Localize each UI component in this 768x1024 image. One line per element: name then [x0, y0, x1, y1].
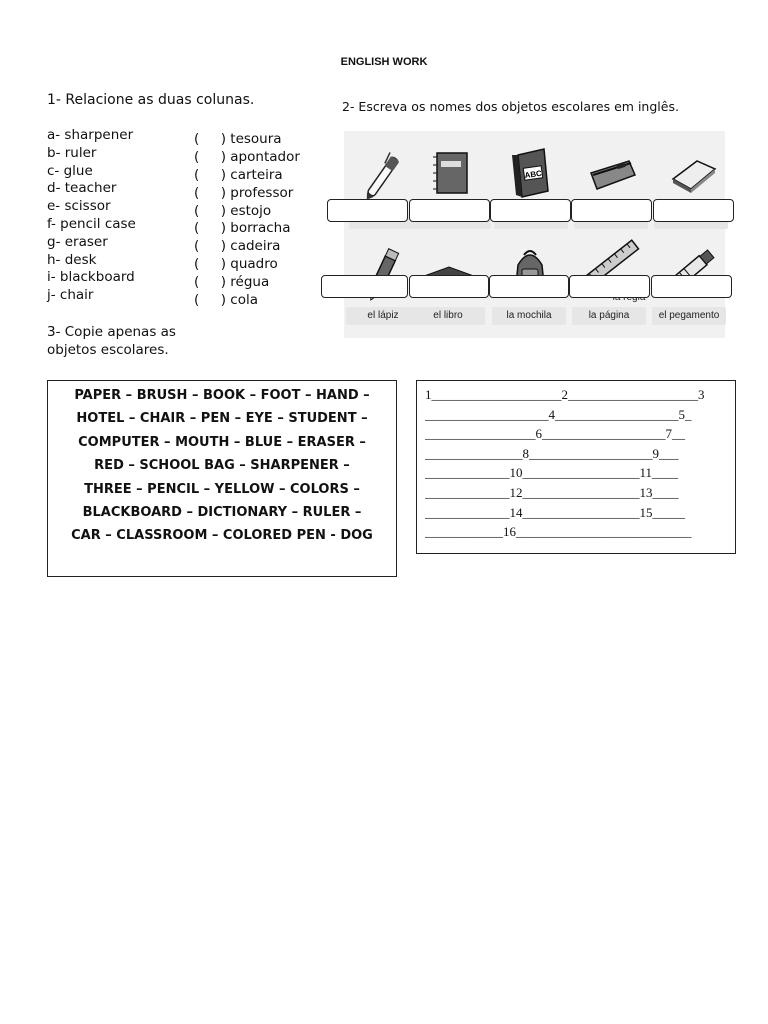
right-item[interactable]: ( ) carteira [194, 166, 283, 183]
answer-line[interactable]: _____________14__________________15_____ [425, 504, 685, 520]
pencil-case-item [574, 151, 648, 195]
answer-box-4[interactable] [571, 199, 652, 222]
word-bank-line: CAR – CLASSROOM – COLORED PEN - DOG [71, 528, 373, 544]
left-item: b- ruler [47, 144, 97, 161]
answer-line[interactable]: ___________________4___________________5_ [425, 406, 692, 422]
answer-line[interactable]: _____________10__________________11____ [425, 465, 679, 481]
right-item[interactable]: ( ) régua [194, 274, 270, 291]
right-item[interactable]: ( ) quadro [194, 256, 278, 273]
left-item: a- sharpener [47, 127, 134, 143]
right-item[interactable]: ( ) tesoura [194, 131, 282, 147]
word-bank-box [47, 380, 397, 577]
book-cover-label: ABC [523, 168, 543, 181]
book-item [493, 145, 567, 203]
word-bank-line: RED – SCHOOL BAG – SHARPENER – [94, 458, 350, 474]
word-bank-line: BLACKBOARD – DICTIONARY – RULER – [82, 505, 362, 521]
answer-box-10[interactable] [651, 275, 732, 298]
left-item: j- chair [47, 287, 94, 304]
book-icon [500, 145, 560, 203]
left-item: f- pencil case [47, 215, 136, 232]
right-item[interactable]: ( ) professor [194, 184, 294, 201]
answer-box-3[interactable] [490, 199, 571, 222]
right-item[interactable]: ( ) borracha [194, 220, 291, 237]
answer-line[interactable]: _______________8___________________9___ [425, 445, 679, 461]
question-2-instruction: 2- Escreva os nomes dos objetos escolares em inglês. [342, 99, 679, 114]
answer-line[interactable]: ____________16___________________________ [425, 524, 692, 540]
right-column-list [194, 131, 300, 310]
right-item[interactable]: ( ) cola [194, 292, 258, 309]
left-item: c- glue [47, 162, 93, 179]
word-bank-line: PAPER – BRUSH – BOOK – FOOT – HAND – [74, 388, 370, 403]
answer-box-9[interactable] [569, 275, 650, 298]
question-3-instruction: 3- Copie apenas as objetos escolares. [47, 324, 176, 358]
answer-lines-box[interactable] [416, 380, 736, 554]
answer-line[interactable]: 1____________________2____________________3 [425, 387, 705, 402]
right-item[interactable]: ( ) apontador [194, 148, 300, 165]
pen-item [347, 145, 421, 205]
answer-box-2[interactable] [409, 199, 490, 222]
answer-box-5[interactable] [653, 199, 734, 222]
left-item: d- teacher [47, 180, 117, 197]
answer-box-8[interactable] [489, 275, 569, 298]
left-column-list [47, 127, 136, 305]
pencil-case-icon [581, 151, 641, 195]
answer-line[interactable]: _____________12__________________13____ [425, 484, 679, 500]
word-bank-line: THREE – PENCIL – YELLOW – COLORS – [84, 481, 360, 497]
caption-el-pegamento: el pegamento [652, 307, 726, 325]
right-item[interactable]: ( ) estojo [194, 202, 272, 219]
word-bank-line: HOTEL – CHAIR – PEN – EYE – STUDENT – [76, 411, 368, 427]
eraser-item [656, 151, 730, 195]
left-item: i- blackboard [47, 269, 135, 286]
caption-la-mochila: la mochila [492, 307, 566, 325]
word-bank-line: COMPUTER – MOUTH – BLUE – ERASER – [78, 434, 366, 450]
notebook-item [412, 147, 486, 201]
left-item: e- scissor [47, 198, 111, 215]
answer-box-7[interactable] [409, 275, 489, 298]
answer-box-6[interactable] [321, 275, 408, 298]
caption-el-libro: el libro [411, 307, 485, 325]
eraser-icon [663, 151, 723, 195]
answer-line[interactable]: _________________6___________________7__ [425, 426, 685, 442]
caption-el-lapiz: el lápiz [346, 307, 420, 325]
question-1-instruction: 1- Relacione as duas colunas. [47, 92, 255, 108]
answer-box-1[interactable] [327, 199, 408, 222]
pen-icon [354, 145, 414, 205]
left-item: h- desk [47, 251, 97, 268]
notebook-icon [419, 147, 479, 201]
left-item: g- eraser [47, 233, 108, 250]
right-item[interactable]: ( ) cadeira [194, 238, 281, 255]
caption-la-pagina: la página [572, 307, 646, 325]
school-objects-picture [344, 131, 725, 338]
page-title: ENGLISH WORK [340, 56, 428, 68]
